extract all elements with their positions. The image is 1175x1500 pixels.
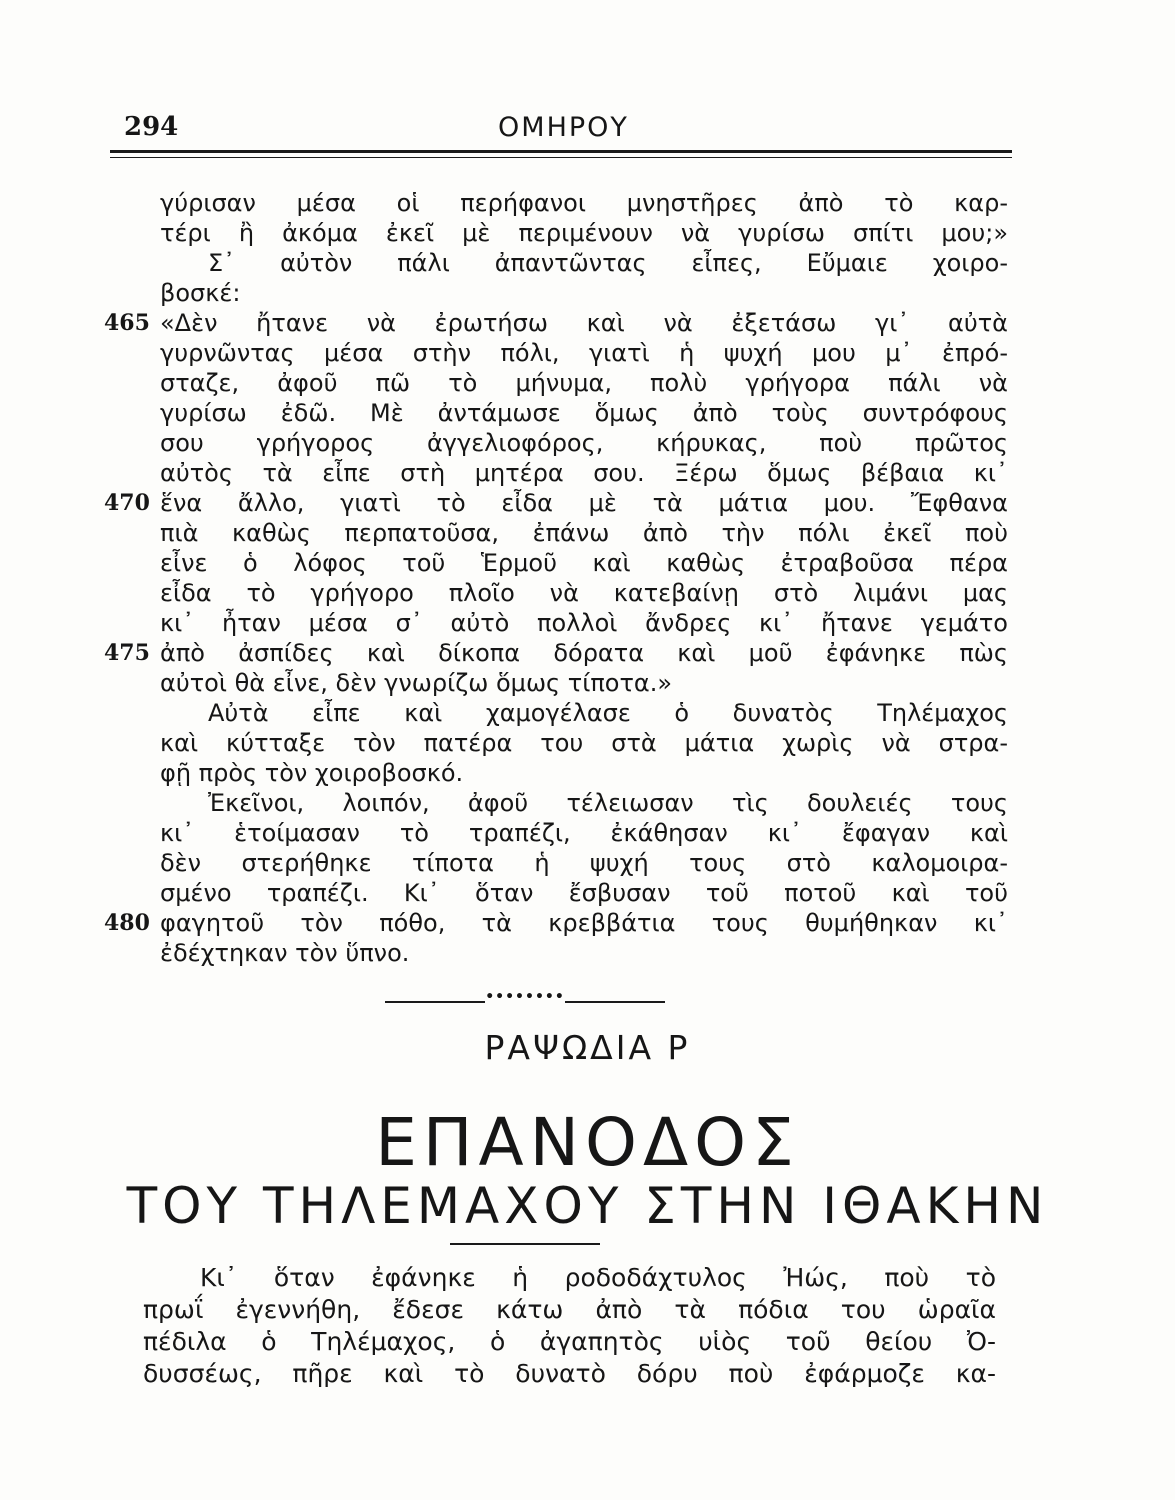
- chapter-text-line-content: πέδιλα ὁ Τηλέμαχος, ὁ ἀγαπητὸς υἱὸς τοῦ θείου Ὀ-: [143, 1327, 996, 1356]
- text-line: [0, 488, 1175, 518]
- text-line: [0, 308, 1175, 338]
- chapter-text-line: [0, 1294, 1175, 1326]
- text-line: [0, 338, 1175, 368]
- verse-line-number: 475: [104, 640, 150, 666]
- text-line: [0, 368, 1175, 398]
- text-line-content: σταζε, ἀφοῦ πῶ τὸ μήνυμα, πολὺ γρήγορα πάλι νὰ: [160, 369, 1008, 397]
- text-line: [0, 698, 1175, 728]
- text-line: [0, 638, 1175, 668]
- text-line-content: κι᾽ ἦταν μέσα σ᾽ αὐτὸ πολλοὶ ἄνδρες κι᾽ ἤτανε γεμάτο: [160, 609, 1008, 637]
- section-ornament: [385, 989, 665, 1007]
- text-line: [0, 248, 1175, 278]
- text-line-content: φαγητοῦ τὸν πόθο, τὰ κρεββάτια τους θυμήθηκαν κι᾽: [160, 909, 1008, 937]
- text-line-content: βοσκέ:: [160, 279, 241, 307]
- ornament-bar-left: [385, 1001, 485, 1003]
- chapter-text-line: [0, 1326, 1175, 1358]
- text-line: [0, 728, 1175, 758]
- header-rule-thin: [110, 157, 1012, 158]
- text-line: [0, 578, 1175, 608]
- text-line: [0, 548, 1175, 578]
- text-line: [0, 458, 1175, 488]
- text-line-content: δὲν στερήθηκε τίποτα ἡ ψυχή τους στὸ καλομοιρα-: [160, 849, 1008, 877]
- verse-line-number: 465: [104, 310, 150, 336]
- text-line-content: σου γρήγορος ἀγγελιοφόρος, κήρυκας, ποὺ πρῶτος: [160, 429, 1008, 457]
- rhapsody-label: ΡΑΨΩΔΙΑ Ρ: [484, 1028, 691, 1067]
- chapter-text-line-content: Κι᾽ ὅταν ἐφάνηκε ἡ ροδοδάχτυλος Ἠώς, ποὺ τὸ: [200, 1263, 996, 1292]
- text-line-content: φῇ πρὸς τὸν χοιροβοσκό.: [160, 759, 464, 787]
- text-line-content: σμένο τραπέζι. Κι᾽ ὅταν ἔσβυσαν τοῦ ποτοῦ καὶ τοῦ: [160, 879, 1008, 907]
- text-line-content: καὶ κύτταξε τὸν πατέρα του στὰ μάτια χωρὶς νὰ στρα-: [160, 729, 1008, 757]
- text-line: [0, 938, 1175, 968]
- text-line: [0, 818, 1175, 848]
- body-text: [0, 188, 1175, 968]
- header-rule-thick: [110, 150, 1012, 153]
- ornament-dots: ••••••••: [485, 989, 565, 1005]
- text-line-content: τέρι ἢ ἀκόμα ἐκεῖ μὲ περιμένουν νὰ γυρίσω σπίτι μου;»: [160, 219, 1008, 247]
- chapter-text: [0, 1262, 1175, 1390]
- text-line: [0, 608, 1175, 638]
- text-line-content: «Δὲν ἤτανε νὰ ἐρωτήσω καὶ νὰ ἐξετάσω γι᾽ αὐτὰ: [160, 309, 1008, 337]
- text-line: [0, 788, 1175, 818]
- text-line: [0, 518, 1175, 548]
- text-line-content: αὐτὸς τὰ εἶπε στὴ μητέρα σου. Ξέρω ὅμως βέβαια κι᾽: [160, 459, 1008, 487]
- text-line: [0, 218, 1175, 248]
- text-line-content: γυρίσω ἐδῶ. Μὲ ἀντάμωσε ὅμως ἀπὸ τοὺς συντρόφους: [160, 399, 1008, 427]
- text-line: [0, 878, 1175, 908]
- text-line: [0, 278, 1175, 308]
- chapter-text-line: [0, 1262, 1175, 1294]
- text-line-content: κι᾽ ἑτοίμασαν τὸ τραπέζι, ἐκάθησαν κι᾽ ἔφαγαν καὶ: [160, 819, 1008, 847]
- text-line-content: Σ᾽ αὐτὸν πάλι ἀπαντῶντας εἶπες, Εὔμαιε χοιρο-: [208, 249, 1008, 277]
- text-line: [0, 188, 1175, 218]
- chapter-text-line: [0, 1358, 1175, 1390]
- text-line-content: Ἐκεῖνοι, λοιπόν, ἀφοῦ τέλειωσαν τὶς δουλειές τους: [208, 789, 1008, 817]
- text-line-content: Αὐτὰ εἶπε καὶ χαμογέλασε ὁ δυνατὸς Τηλέμαχος: [208, 699, 1008, 727]
- ornament-bar-right: [565, 1001, 665, 1003]
- text-line-content: ἕνα ἄλλο, γιατὶ τὸ εἶδα μὲ τὰ μάτια μου. Ἔφθανα: [160, 489, 1008, 517]
- chapter-subtitle: ΤΟΥ ΤΗΛΕΜΑΧΟΥ ΣΤΗΝ ΙΘΑΚΗΝ: [126, 1177, 1049, 1235]
- text-line-content: αὐτοὶ θὰ εἶνε, δὲν γνωρίζω ὅμως τίποτα.»: [160, 669, 673, 697]
- text-line-content: εἶδα τὸ γρήγορο πλοῖο νὰ κατεβαίνῃ στὸ λιμάνι μας: [160, 579, 1008, 607]
- title-rule: [450, 1243, 600, 1245]
- text-line: [0, 668, 1175, 698]
- chapter-text-line-content: δυσσέως, πῆρε καὶ τὸ δυνατὸ δόρυ ποὺ ἐφάρμοζε κα-: [143, 1359, 996, 1388]
- running-head: [116, 112, 1011, 152]
- text-line: [0, 428, 1175, 458]
- verse-line-number: 470: [104, 490, 150, 516]
- text-line: [0, 908, 1175, 938]
- text-line-content: γύρισαν μέσα οἱ περήφανοι μνηστῆρες ἀπὸ τὸ καρ-: [160, 189, 1008, 217]
- running-title: ΟΜΗΡΟΥ: [498, 112, 629, 143]
- text-line-content: πιὰ καθὼς περπατοῦσα, ἐπάνω ἀπὸ τὴν πόλι ἐκεῖ ποὺ: [160, 519, 1008, 547]
- text-line-content: εἶνε ὁ λόφος τοῦ Ἑρμοῦ καὶ καθὼς ἐτραβοῦσα πέρα: [160, 549, 1008, 577]
- text-line: [0, 398, 1175, 428]
- text-line: [0, 758, 1175, 788]
- chapter-text-line-content: πρωΐ ἐγεννήθη, ἔδεσε κάτω ἀπὸ τὰ πόδια του ὡραῖα: [143, 1295, 996, 1324]
- verse-line-number: 480: [104, 910, 150, 936]
- page-number: 294: [124, 112, 179, 142]
- text-line-content: γυρνῶντας μέσα στὴν πόλι, γιατὶ ἡ ψυχή μου μ᾽ ἐπρό-: [160, 339, 1008, 367]
- chapter-title: ΕΠΑΝΟΔΟΣ: [375, 1104, 800, 1181]
- text-line-content: ἐδέχτηκαν τὸν ὕπνο.: [160, 939, 410, 967]
- text-line-content: ἀπὸ ἀσπίδες καὶ δίκοπα δόρατα καὶ μοῦ ἐφάνηκε πὼς: [160, 639, 1008, 667]
- text-line: [0, 848, 1175, 878]
